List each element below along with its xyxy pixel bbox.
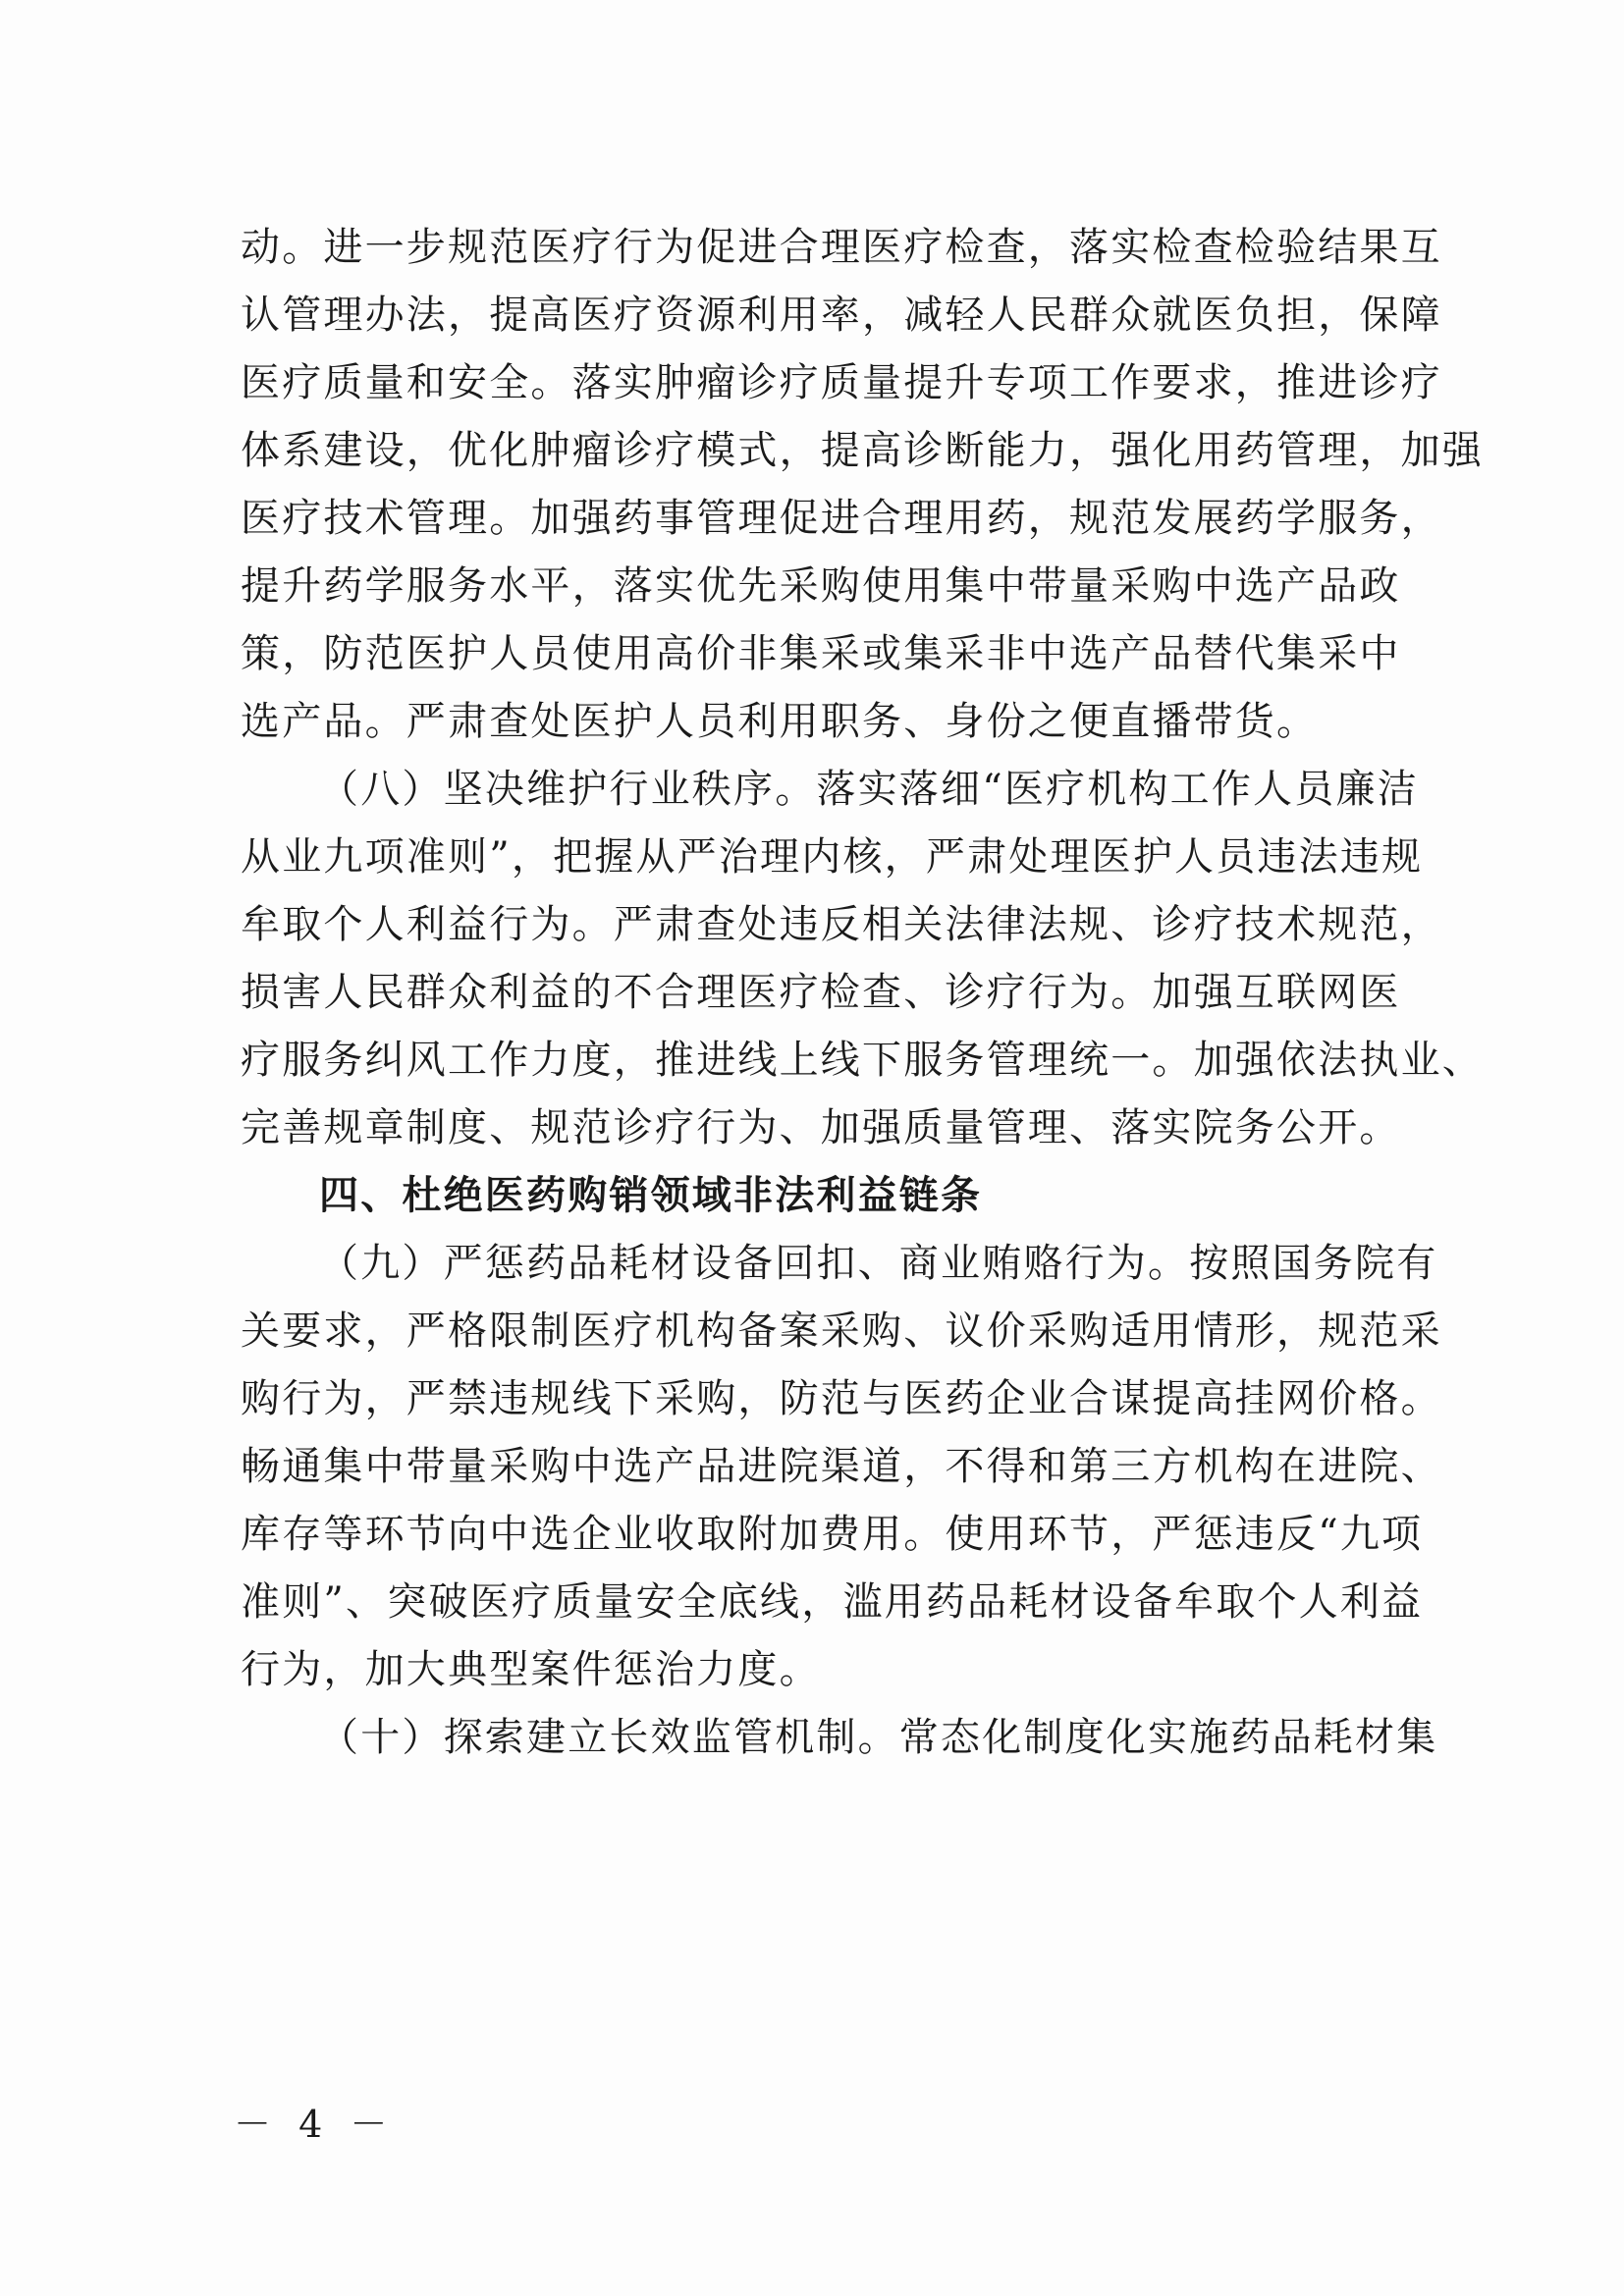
- body-text-line: 从业九项准则”，把握从严治理内核，严肃处理医护人员违法违规: [241, 834, 1424, 880]
- paragraph-9-first-line: （九）严惩药品耗材设备回扣、商业贿赂行为。按照国务院有: [319, 1241, 1438, 1286]
- body-text-line: 医疗技术管理。加强药事管理促进合理用药，规范发展药学服务，: [241, 496, 1442, 541]
- paragraph-8-first-line: （八）坚决维护行业秩序。落实落细“医疗机构工作人员廉洁: [319, 767, 1419, 812]
- body-text-line: 选产品。严肃查处医护人员利用职务、身份之便直播带货。: [241, 699, 1319, 744]
- body-text-line: 提升药学服务水平，落实优先采购使用集中带量采购中选产品政: [241, 563, 1401, 609]
- body-text-line: 牟取个人利益行为。严肃查处违反相关法律法规、诊疗技术规范，: [241, 902, 1442, 947]
- body-text-line: 动。进一步规范医疗行为促进合理医疗检查，落实检查检验结果互: [241, 225, 1442, 270]
- body-text-line: 库存等环节向中选企业收取附加费用。使用环节，严惩违反“九项: [241, 1512, 1424, 1557]
- body-text-line: 畅通集中带量采购中选产品进院渠道，不得和第三方机构在进院、: [241, 1444, 1442, 1489]
- body-text-line: 医疗质量和安全。落实肿瘤诊疗质量提升专项工作要求，推进诊疗: [241, 360, 1442, 405]
- body-text-line: 购行为，严禁违规线下采购，防范与医药企业合谋提高挂网价格。: [241, 1376, 1442, 1421]
- body-text-line: 行为，加大典型案件惩治力度。: [241, 1647, 821, 1692]
- body-text-line: 损害人民群众利益的不合理医疗检查、诊疗行为。加强互联网医: [241, 970, 1401, 1015]
- paragraph-10-first-line: （十）探索建立长效监管机制。常态化制度化实施药品耗材集: [319, 1715, 1438, 1760]
- body-text-line: 疗服务纠风工作力度，推进线上线下服务管理统一。加强依法执业、: [241, 1038, 1484, 1083]
- body-text-line: 体系建设，优化肿瘤诊疗模式，提高诊断能力，强化用药管理，加强: [241, 428, 1484, 473]
- body-text-line: 完善规章制度、规范诊疗行为、加强质量管理、落实院务公开。: [241, 1105, 1401, 1150]
- section-heading: 四、杜绝医药购销领域非法利益链条: [319, 1173, 983, 1218]
- body-text-line: 认管理办法，提高医疗资源利用率，减轻人民群众就医负担，保障: [241, 293, 1442, 338]
- body-text-line: 策，防范医护人员使用高价非集采或集采非中选产品替代集采中: [241, 631, 1401, 676]
- body-text-line: 准则”、突破医疗质量安全底线，滥用药品耗材设备牟取个人利益: [241, 1579, 1424, 1625]
- page-number: － 4 －: [234, 2103, 396, 2146]
- body-text-line: 关要求，严格限制医疗机构备案采购、议价采购适用情形，规范采: [241, 1308, 1442, 1354]
